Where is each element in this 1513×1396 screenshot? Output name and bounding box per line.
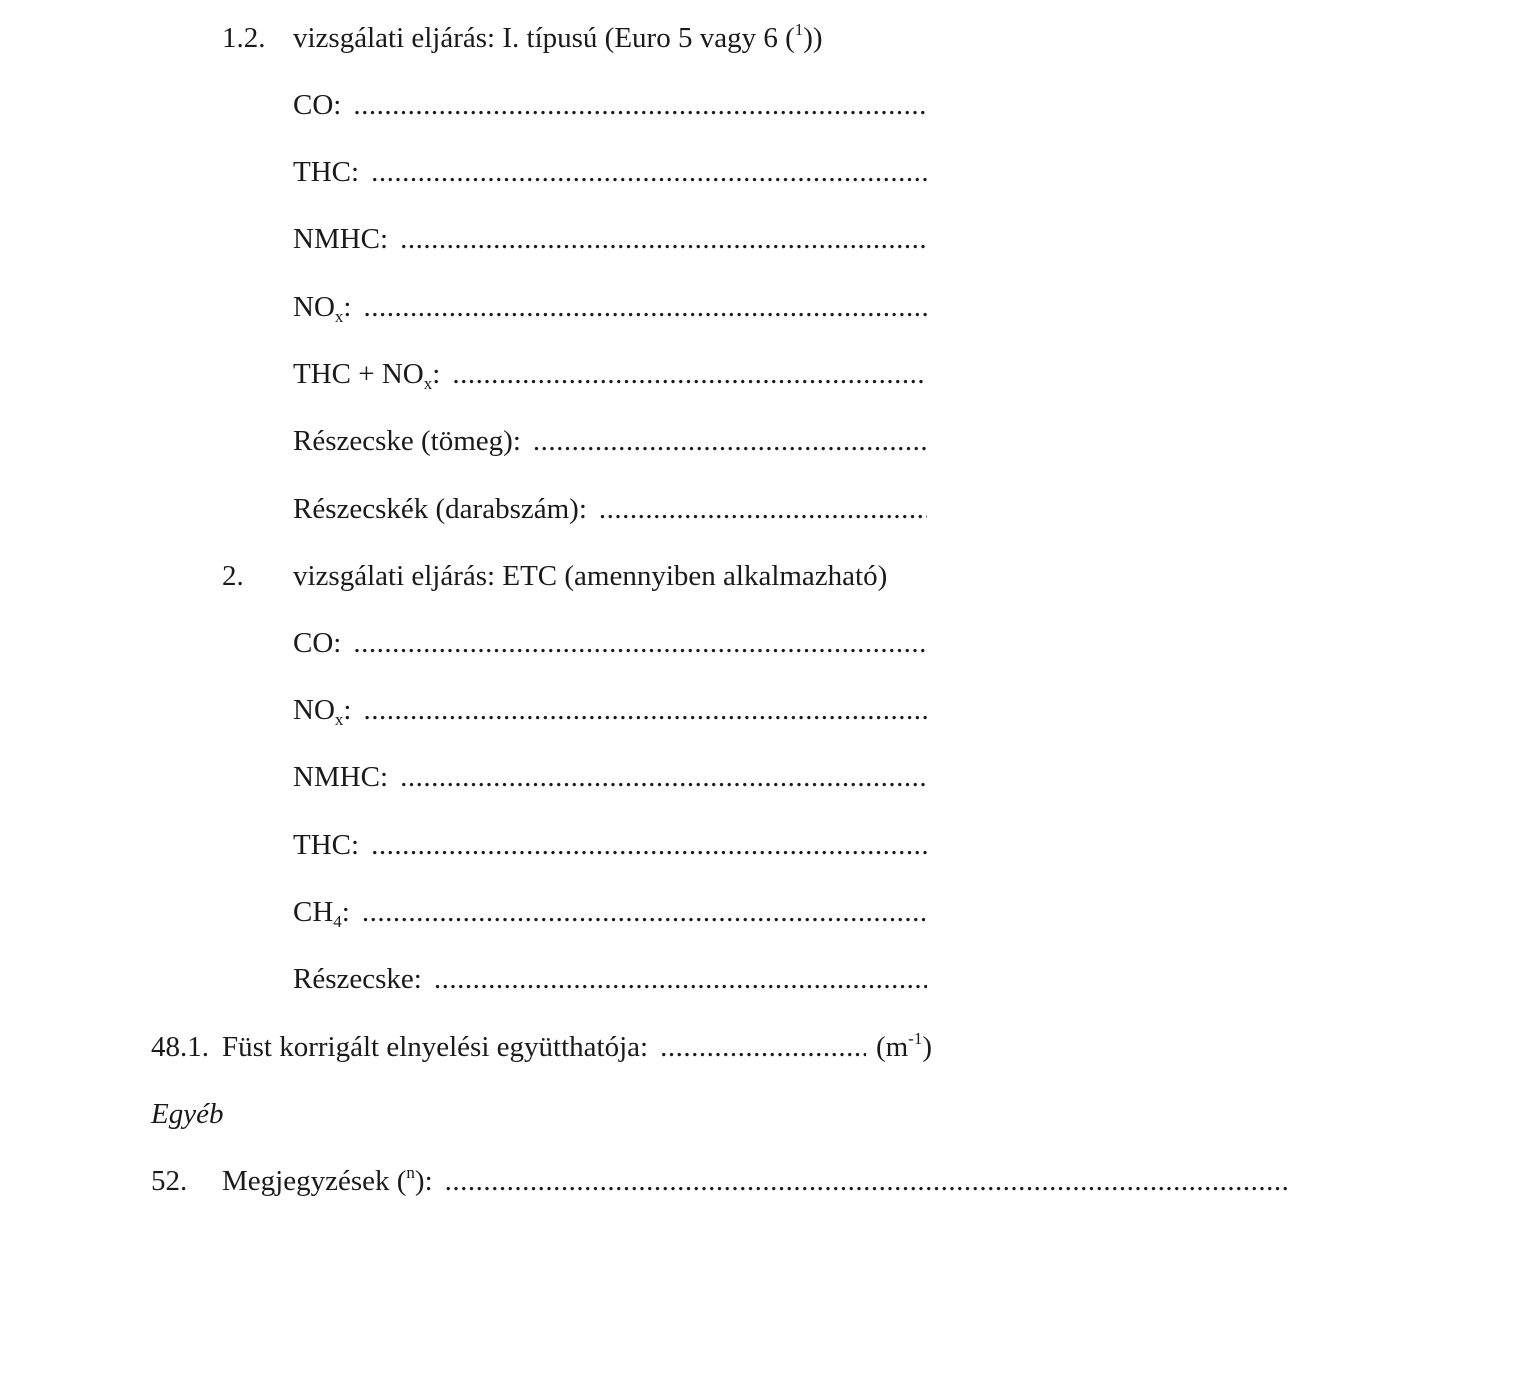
field-label: Részecskék (darabszám):	[293, 493, 587, 525]
field-nmhc	[293, 219, 927, 259]
fill-in-dots[interactable]	[533, 421, 927, 461]
field-particulate-number	[293, 489, 927, 529]
field-thc	[293, 825, 927, 865]
field-label: Megjegyzések ($^n$):	[222, 1163, 433, 1197]
item-number: 48.1.	[151, 1031, 209, 1063]
section-title-close: ))	[803, 22, 823, 54]
field-ch4	[293, 892, 927, 932]
field-nmhc	[293, 757, 927, 797]
field-row	[0, 152, 1513, 192]
field-nox	[293, 690, 927, 730]
field-row	[0, 354, 1513, 394]
fill-in-dots[interactable]	[660, 1027, 866, 1067]
field-thc	[293, 152, 927, 192]
field-label: THC:	[293, 829, 360, 861]
field-co	[293, 623, 927, 663]
fill-in-dots[interactable]	[371, 825, 927, 865]
fill-in-dots[interactable]	[452, 354, 927, 394]
field-label: Részecske:	[293, 963, 422, 995]
fill-in-dots[interactable]	[371, 152, 927, 192]
section-title-text: vizsgálati eljárás: I. típusú (Euro 5 vagy 6 (	[293, 22, 795, 54]
field-label: Füst korrigált elnyelési együtthatója:	[222, 1031, 649, 1063]
field-row	[0, 287, 1513, 327]
field-smoke-absorption	[222, 1027, 932, 1067]
fill-in-dots[interactable]	[363, 287, 927, 327]
fill-in-dots[interactable]	[353, 623, 927, 663]
field-thc-nox	[293, 354, 927, 394]
field-row	[0, 825, 1513, 865]
fill-in-dots[interactable]	[363, 690, 927, 730]
section-number: 1.2.	[222, 22, 266, 54]
field-row	[0, 489, 1513, 529]
field-label: $NO_x$:	[293, 694, 352, 729]
field-co	[293, 85, 927, 125]
field-label: NMHC:	[293, 223, 389, 255]
section-number: 2.	[222, 560, 244, 592]
field-row	[0, 421, 1513, 461]
field-nox	[293, 287, 927, 327]
item-52-row	[0, 1161, 1513, 1201]
field-row	[0, 959, 1513, 999]
fill-in-dots[interactable]	[445, 1161, 1288, 1201]
section-2-heading	[0, 556, 1513, 596]
footnote-ref: 1	[794, 20, 804, 39]
field-label: NMHC:	[293, 761, 389, 793]
unit-label: $(m^{-1})$	[875, 1029, 932, 1063]
field-row	[0, 892, 1513, 932]
field-row	[0, 85, 1513, 125]
fill-in-dots[interactable]	[599, 489, 927, 529]
fill-in-dots[interactable]	[400, 757, 927, 797]
field-row	[0, 757, 1513, 797]
field-particulate-mass	[293, 421, 927, 461]
section-title	[293, 18, 823, 58]
field-label: $CH_4$:	[293, 896, 350, 931]
field-label: CO:	[293, 89, 342, 121]
fill-in-dots[interactable]	[362, 892, 927, 932]
field-label: CO:	[293, 627, 342, 659]
field-label: THC:	[293, 156, 360, 188]
item-48-1-row	[0, 1027, 1513, 1067]
section-title: vizsgálati eljárás: ETC (amennyiben alkalmazható)	[293, 560, 888, 592]
field-particulate	[293, 959, 927, 999]
item-number: 52.	[151, 1165, 188, 1197]
other-heading: Egyéb	[151, 1098, 224, 1130]
field-remarks	[222, 1161, 1288, 1201]
field-row	[0, 690, 1513, 730]
field-row	[0, 219, 1513, 259]
field-row	[0, 623, 1513, 663]
fill-in-dots[interactable]	[353, 85, 927, 125]
field-label: THC + $NO_x$:	[293, 358, 441, 393]
field-label: Részecske (tömeg):	[293, 425, 521, 457]
section-1-2-heading	[0, 18, 1513, 58]
fill-in-dots[interactable]	[434, 959, 927, 999]
field-label: $NO_x$:	[293, 291, 352, 326]
fill-in-dots[interactable]	[400, 219, 927, 259]
